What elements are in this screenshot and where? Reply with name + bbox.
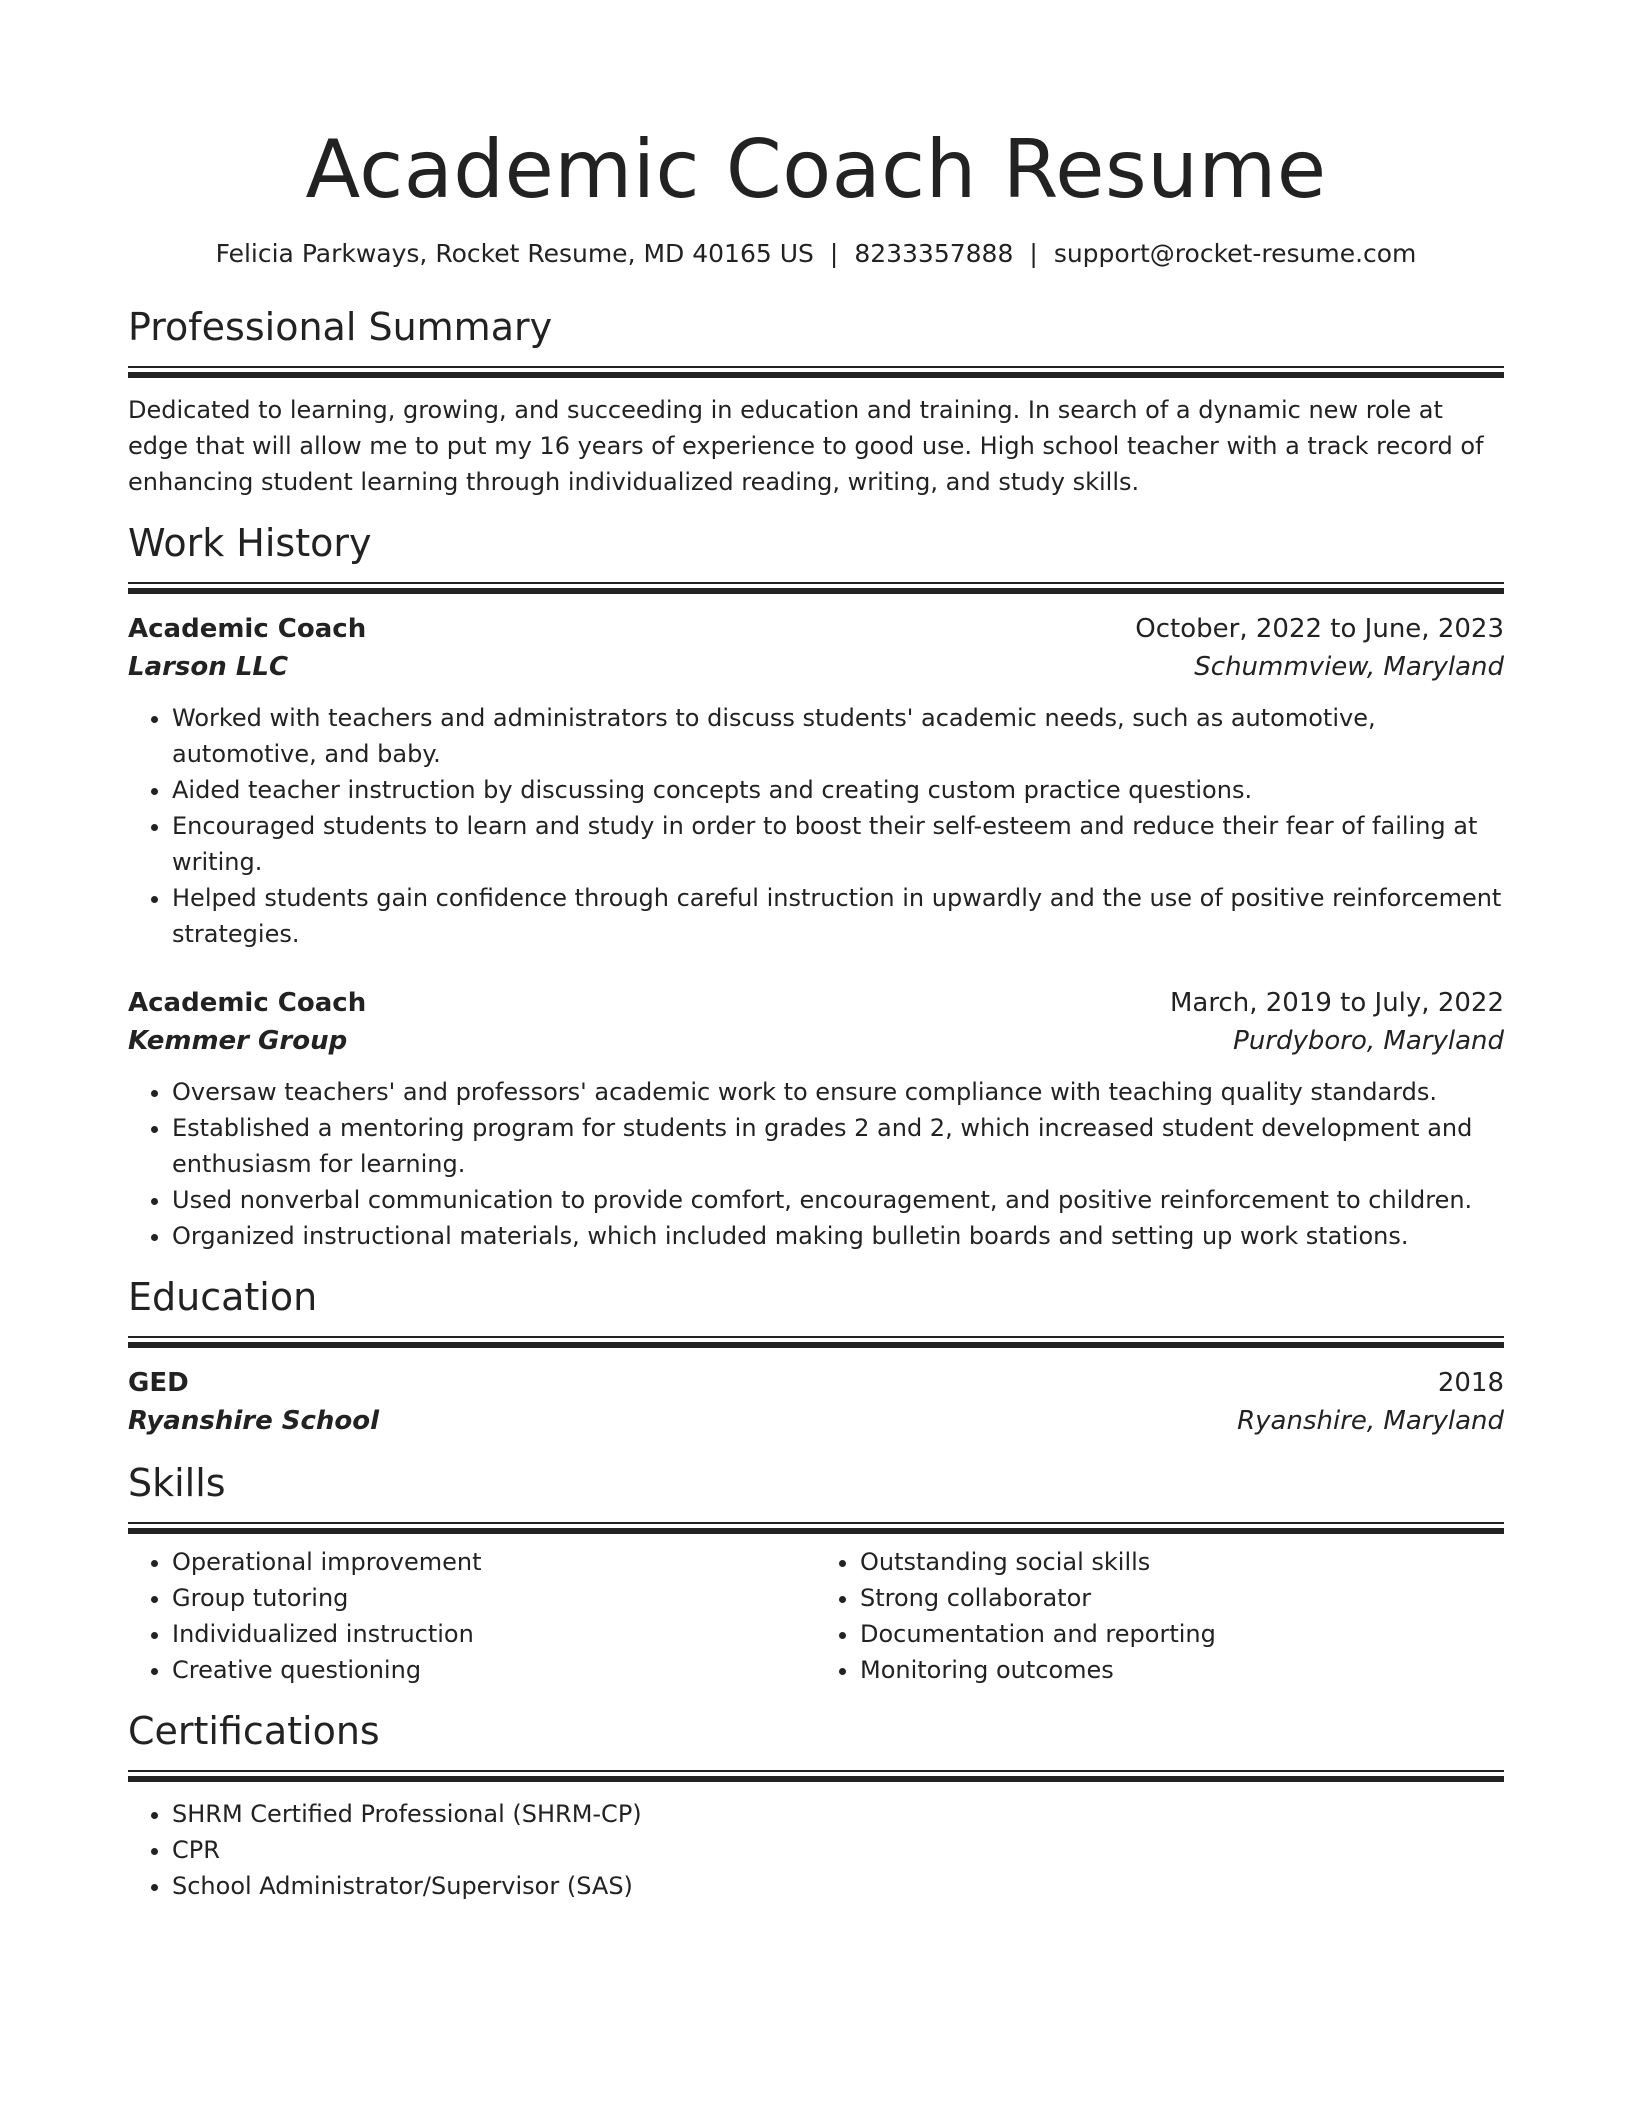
contact-phone: 8233357888 [854,239,1014,268]
list-item: • SHRM Certified Professional (SHRM-CP) [172,1796,1504,1832]
contact-email: support@rocket-resume.com [1053,239,1417,268]
contact-line [128,238,1504,270]
list-item: • Individualized instruction [172,1616,816,1652]
resume-title: Academic Coach Resume [305,123,1327,216]
list-item: • Creative questioning [172,1652,816,1688]
skills-list-left [128,1544,816,1688]
section-title-certifications: Certifications [128,1709,380,1753]
job-entry [128,610,1504,952]
job-bullets [128,700,1504,952]
job-bullets [128,1074,1504,1254]
section-divider [128,1336,1504,1348]
job-dates: March, 2019 to July, 2022 [1169,988,1504,1018]
contact-separator: | [829,239,839,268]
summary-section [128,304,1504,500]
job-title: Academic Coach [128,988,367,1018]
list-item: • Aided teacher instruction by discussing concepts and creating custom practice questions. [172,772,1504,808]
education-entry [128,1364,1504,1440]
list-item: • Documentation and reporting [860,1616,1504,1652]
skills-section [128,1460,1504,1688]
list-item: • Operational improvement [172,1544,816,1580]
job-title: Academic Coach [128,614,367,644]
skills-grid [128,1534,1504,1688]
section-title-work-history: Work History [128,521,372,565]
contact-address: Felicia Parkways, Rocket Resume, MD 40165 US [215,239,814,268]
list-item: • Outstanding social skills [860,1544,1504,1580]
list-item: • Oversaw teachers' and professors' academic work to ensure compliance with teaching quality standards. [172,1074,1504,1110]
education-location: Ryanshire, Maryland [1237,1406,1504,1436]
summary-text: Dedicated to learning, growing, and succeeding in education and training. In search of a dynamic new role at edge that will allow me to put my 16 years of experience to good use. High school teacher with a track record of enhancing student learning through individualized reading, writing, and study skills. [128,396,1484,496]
contact-separator: | [1029,239,1038,268]
list-item: • Monitoring outcomes [860,1652,1504,1688]
certifications-list [128,1796,1504,1904]
job-dates: October, 2022 to June, 2023 [1135,614,1504,644]
job-location: Purdyboro, Maryland [1233,1026,1504,1056]
education-section [128,1274,1504,1440]
section-divider [128,582,1504,594]
education-degree: GED [128,1368,189,1398]
list-item: • Encouraged students to learn and study in order to boost their self-esteem and reduce their fear of failing at writing. [172,808,1504,880]
job-location: Schummview, Maryland [1194,652,1504,682]
job-entry [128,984,1504,1254]
list-item: • Worked with teachers and administrators to discuss students' academic needs, such as automotive, automotive, and baby. [172,700,1504,772]
work-history-section [128,520,1504,1254]
list-item: • Used nonverbal communication to provide comfort, encouragement, and positive reinforcement to children. [172,1182,1504,1218]
section-divider [128,1522,1504,1534]
job-company: Larson LLC [128,652,289,682]
section-title-education: Education [128,1275,318,1319]
section-divider [128,366,1504,378]
list-item: • CPR [172,1832,1504,1868]
certifications-section [128,1708,1504,1904]
education-year: 2018 [1437,1368,1504,1398]
section-title-summary: Professional Summary [128,305,553,349]
list-item: • Group tutoring [172,1580,816,1616]
list-item: • Established a mentoring program for students in grades 2 and 2, which increased student development and enthusiasm for learning. [172,1110,1504,1182]
list-item: • Organized instructional materials, which included making bulletin boards and setting up work stations. [172,1218,1504,1254]
section-divider [128,1770,1504,1782]
list-item: • Helped students gain confidence through careful instruction in upwardly and the use of positive reinforcement strategies. [172,880,1504,952]
education-school: Ryanshire School [128,1406,380,1436]
job-company: Kemmer Group [128,1026,348,1056]
list-item: • Strong collaborator [860,1580,1504,1616]
list-item: • School Administrator/Supervisor (SAS) [172,1868,1504,1904]
section-title-skills: Skills [128,1461,226,1505]
skills-list-right [816,1544,1504,1688]
